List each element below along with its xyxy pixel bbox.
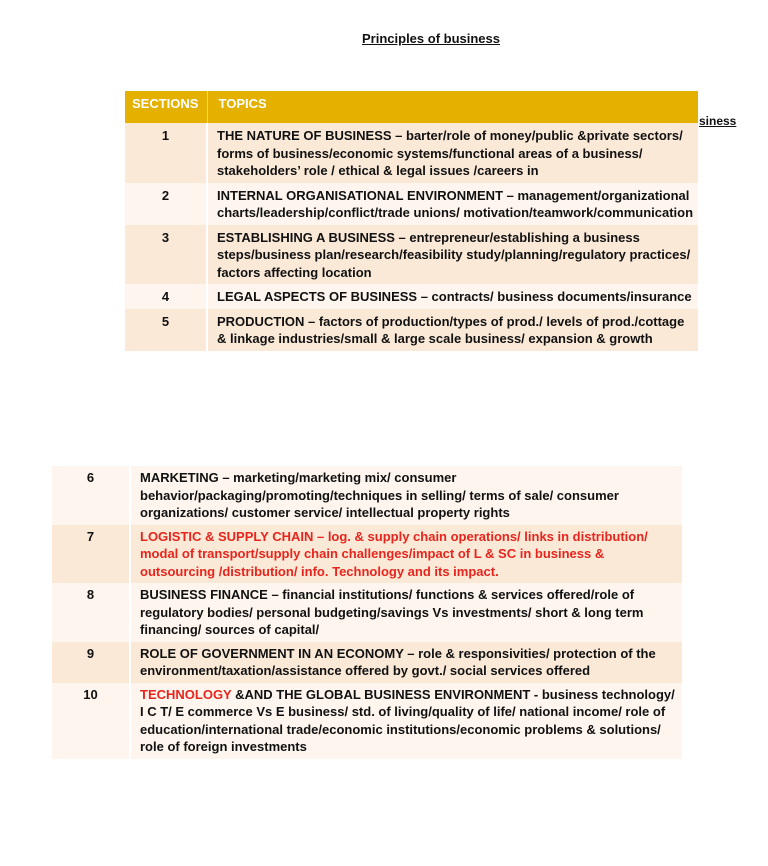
section-topics: BUSINESS FINANCE – financial institutions/ functions & services offered/role of regulatory bodies/ personal budgeting/savings Vs investments/ short & long term financing/ sources of capital/ — [130, 583, 682, 642]
section-number: 2 — [125, 183, 207, 225]
section-number: 5 — [125, 309, 207, 351]
section-topics: MARKETING – marketing/marketing mix/ consumer behavior/packaging/promoting/techniques in selling/ terms of sale/ consumer organizations/ customer service/ intellectual property rights — [130, 466, 682, 525]
section-topics: LEGAL ASPECTS OF BUSINESS – contracts/ business documents/insurance — [207, 284, 698, 309]
table-row — [52, 583, 682, 642]
section-number: 4 — [125, 284, 207, 309]
section-number: 7 — [52, 525, 130, 584]
table-row — [52, 642, 682, 683]
section-topics: ROLE OF GOVERNMENT IN AN ECONOMY – role & responsivities/ protection of the environment/taxation/assistance offered by govt./ social services offered — [130, 642, 682, 683]
section-topics — [130, 683, 682, 759]
section-number: 3 — [125, 225, 207, 285]
section-number: 9 — [52, 642, 130, 683]
section-number: 1 — [125, 123, 207, 183]
table-row — [125, 309, 698, 351]
section-number: 6 — [52, 466, 130, 525]
header-sections: SECTIONS — [125, 91, 207, 123]
header-topics: TOPICS — [207, 91, 698, 123]
section-topics: THE NATURE OF BUSINESS – barter/role of money/public &private sectors/ forms of business/economic systems/functional areas of a business/ stakeholders’ role / ethical & legal issues /careers in — [207, 123, 698, 183]
section-number: 8 — [52, 583, 130, 642]
table-row — [52, 683, 682, 759]
table-row — [125, 123, 698, 183]
table-row — [125, 225, 698, 285]
section-topics: PRODUCTION – factors of production/types of prod./ levels of prod./cottage & linkage industries/small & large scale business/ expansion & growth — [207, 309, 698, 351]
table-row — [125, 183, 698, 225]
section-number: 10 — [52, 683, 130, 759]
sections-table-1 — [125, 91, 698, 351]
topic-rest: &AND THE GLOBAL BUSINESS ENVIRONMENT - business technology/ I C T/ E commerce Vs E business/ std. of living/quality of life/ national income/ role of education/international trade/economic institutions/economic problems & solutions/ role of foreign investments — [140, 686, 675, 754]
section-topics-highlighted: LOGISTIC & SUPPLY CHAIN – log. & supply chain operations/ links in distribution/ modal of transport/supply chain challenges/impact of L & SC in business & outsourcing /distribution/ info. Technology and its impact. — [130, 525, 682, 584]
document-title: Principles of business — [362, 31, 500, 46]
table-row — [52, 525, 682, 584]
table-header-row — [125, 91, 698, 123]
table-row — [52, 466, 682, 525]
section-topics: INTERNAL ORGANISATIONAL ENVIRONMENT – management/organizational charts/leadership/conflict/trade unions/ motivation/teamwork/communication — [207, 183, 698, 225]
table-row — [125, 284, 698, 309]
section-topics: ESTABLISHING A BUSINESS – entrepreneur/establishing a business steps/business plan/research/feasibility study/planning/regulatory practices/ factors affecting location — [207, 225, 698, 285]
sections-table-2 — [52, 466, 682, 759]
stray-text-fragment: siness — [699, 114, 737, 128]
highlighted-term: TECHNOLOGY — [140, 686, 232, 702]
